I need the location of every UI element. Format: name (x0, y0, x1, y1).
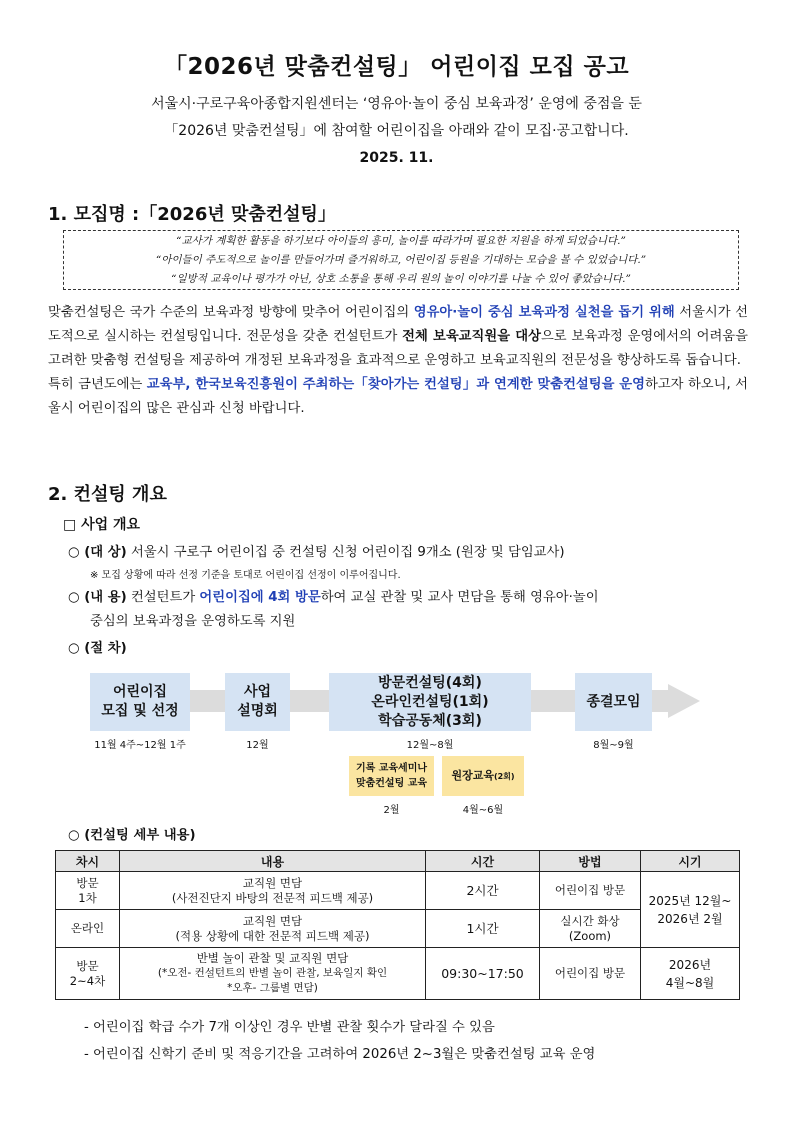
step-recruitment (90, 673, 190, 731)
detail-label: ○ (컨설팅 세부 내용) (68, 828, 196, 843)
table-cell-content (120, 948, 426, 1000)
testimonial-quote: “아이들이 주도적으로 놀이를 만들어가며 즐거워하고, 어린이집 등원을 기대하는 모습을 볼 수 있었습니다.” (155, 254, 647, 266)
table-header: 시기 (641, 851, 740, 872)
section1-paragraph-1 (48, 301, 748, 373)
step-line: 모집 및 선정 (101, 703, 179, 719)
footnote: - 어린이집 신학기 준비 및 적응기간을 고려하여 2026년 2~3월은 맞춤컨설팅 교육 운영 (84, 1047, 596, 1062)
intro-line-1: 서울시·구로구육아종합지원센터는 ‘영유아·놀이 중심 보육과정’ 운영에 중점을 둔 (151, 96, 642, 112)
table-cell-session: 온라인 (56, 910, 120, 948)
subtask-director-education (442, 756, 524, 796)
footnote: - 어린이집 학급 수가 7개 이상인 경우 반별 관찰 횟수가 달라질 수 있음 (84, 1020, 495, 1035)
step-line: 학습공동체(3회) (378, 712, 482, 729)
subtask-date: 4월~6월 (462, 805, 504, 816)
table-header: 방법 (540, 851, 641, 872)
content-line: (사전진단지 바탕의 전문적 피드백 제공) (171, 890, 374, 905)
intro-line-2: 「2026년 맞춤컨설팅」에 참여할 어린이집을 아래와 같이 모집·공고합니다. (164, 123, 629, 139)
table-cell-period: 2026년 4월~8월 (641, 948, 740, 1000)
table-row (56, 872, 740, 910)
item-text: 컨설턴트가 (126, 590, 200, 605)
step-date: 12월 (246, 740, 269, 751)
step-line: 사업 (243, 684, 272, 700)
table-cell-method: 어린이집 방문 (540, 948, 641, 1000)
step-line: 방문컨설팅(4회) (378, 674, 482, 691)
step-briefing (225, 673, 290, 731)
step-line: 설명회 (237, 703, 278, 719)
table-cell-time: 1시간 (426, 910, 540, 948)
target-note: ※ 모집 상황에 따라 선정 기준을 토대로 어린이집 선정이 이루어집니다. (90, 570, 401, 581)
table-cell-method: 어린이집 방문 (540, 872, 641, 910)
table-row (56, 948, 740, 1000)
subtask-date: 2월 (383, 805, 400, 816)
step-line: 종결모임 (586, 693, 641, 710)
table-cell-period: 2025년 12월~ 2026년 2월 (641, 872, 740, 948)
testimonial-quote: “교사가 계획한 활동을 하기보다 아이들의 흥미, 놀이를 따라가며 필요한 지원을 하게 되었습니다.” (176, 235, 626, 247)
subtask-line: 기록 교육세미나 (355, 763, 428, 774)
testimonial-box (63, 230, 739, 290)
text: 으로 보육과정 운영에서의 어려움을 고려한 맞춤형 컨설팅을 제공하여 개정된 보육과정을 효과적으로 운영하고 보육교직원의 전문성을 향상하도록 돕습니다. (48, 329, 748, 368)
step-date: 11월 4주~12월 1주 (94, 740, 186, 751)
text: 하고자 하오니, 서울시 어린이집의 많은 관심과 신청 바랍니다. (48, 377, 748, 416)
highlight-text: 교육부, 한국보육진흥원이 주최하는「찾아가는 컨설팅」과 연계한 맞춤컨설팅을 운영 (146, 377, 645, 392)
text: 서울시가 선도적으로 실시하는 컨설팅입니다. 전문성을 갖춘 컨설턴트가 (48, 305, 749, 344)
table-header: 차시 (56, 851, 120, 872)
content-line: *오후- 그룹별 면담) (227, 982, 318, 994)
step-date: 8월~9월 (593, 740, 634, 751)
target-item (68, 541, 565, 560)
table-cell-session: 방문 2~4차 (56, 948, 120, 1000)
section2-heading: 2. 컨설팅 개요 (48, 484, 167, 505)
subtask-line: 원장교육 (451, 769, 494, 782)
step-line: 온라인컨설팅(1회) (371, 693, 489, 710)
announcement-date: 2025. 11. (359, 150, 434, 166)
subtask-line: 맞춤컨설팅 교육 (355, 778, 428, 789)
item-text: 서울시 구로구 어린이집 중 컨설팅 신청 어린이집 9개소 (원장 및 담임교사) (126, 545, 565, 560)
table-cell-time: 09:30~17:50 (426, 948, 540, 1000)
subtask-line: (2회) (493, 772, 515, 781)
item-text: 하여 교실 관찰 및 교사 면담을 통해 영유아·놀이 (320, 590, 599, 605)
content-line: 교직원 면담 (242, 875, 303, 890)
table-cell-content (120, 872, 426, 910)
subtask-seminar (349, 756, 434, 796)
consulting-detail-table (55, 850, 740, 1000)
text: 특히 금년도에는 (48, 377, 147, 392)
flow-arrow-head-icon (668, 684, 700, 718)
section1-paragraph-2 (48, 373, 748, 421)
table-cell-method: 실시간 화상 (Zoom) (540, 910, 641, 948)
testimonial-quote: “일방적 교육이나 평가가 아닌, 상호 소통을 통해 우리 원의 놀이 이야기를 나눌 수 있어 좋았습니다.” (171, 273, 631, 285)
content-item-line2: 중심의 보육과정을 운영하도록 지원 (90, 614, 296, 629)
content-line: (*오전- 컨설턴트의 반별 놀이 관찰, 보육일지 확인 (157, 967, 388, 979)
step-date: 12월~8월 (406, 740, 454, 751)
highlight-text: 어린이집에 4회 방문 (199, 590, 321, 605)
content-line: (적용 상황에 대한 전문적 피드백 제공) (175, 928, 370, 943)
table-cell-content (120, 910, 426, 948)
content-line: 반별 놀이 관찰 및 교직원 면담 (196, 951, 349, 965)
process-label: ○ (절 차) (68, 641, 127, 656)
table-row (56, 910, 740, 948)
table-header-row (56, 851, 740, 872)
page-title: 「2026년 맞춤컨설팅」 어린이집 모집 공고 (163, 54, 630, 80)
table-cell-session: 방문 1차 (56, 872, 120, 910)
content-line: 교직원 면담 (242, 913, 303, 928)
table-header: 시간 (426, 851, 540, 872)
step-consulting (329, 673, 531, 731)
highlight-text: 영유아·놀이 중심 보육과정 실천을 돕기 위해 (413, 305, 675, 320)
section1-body (48, 301, 748, 421)
sub-heading: □ 사업 개요 (63, 517, 141, 533)
table-header: 내용 (120, 851, 426, 872)
step-closing (575, 673, 652, 731)
step-line: 어린이집 (112, 684, 168, 700)
table-cell-time: 2시간 (426, 872, 540, 910)
item-label: ○ (내 용) (68, 590, 127, 605)
section1-heading: 1. 모집명 :「2026년 맞춤컨설팅」 (48, 204, 336, 225)
item-label: ○ (대 상) (68, 545, 127, 560)
emphasis-text: 전체 보육교직원을 대상 (402, 329, 541, 344)
content-item (68, 586, 599, 605)
text: 맞춤컨설팅은 국가 수준의 보육과정 방향에 맞추어 어린이집의 (48, 305, 414, 320)
